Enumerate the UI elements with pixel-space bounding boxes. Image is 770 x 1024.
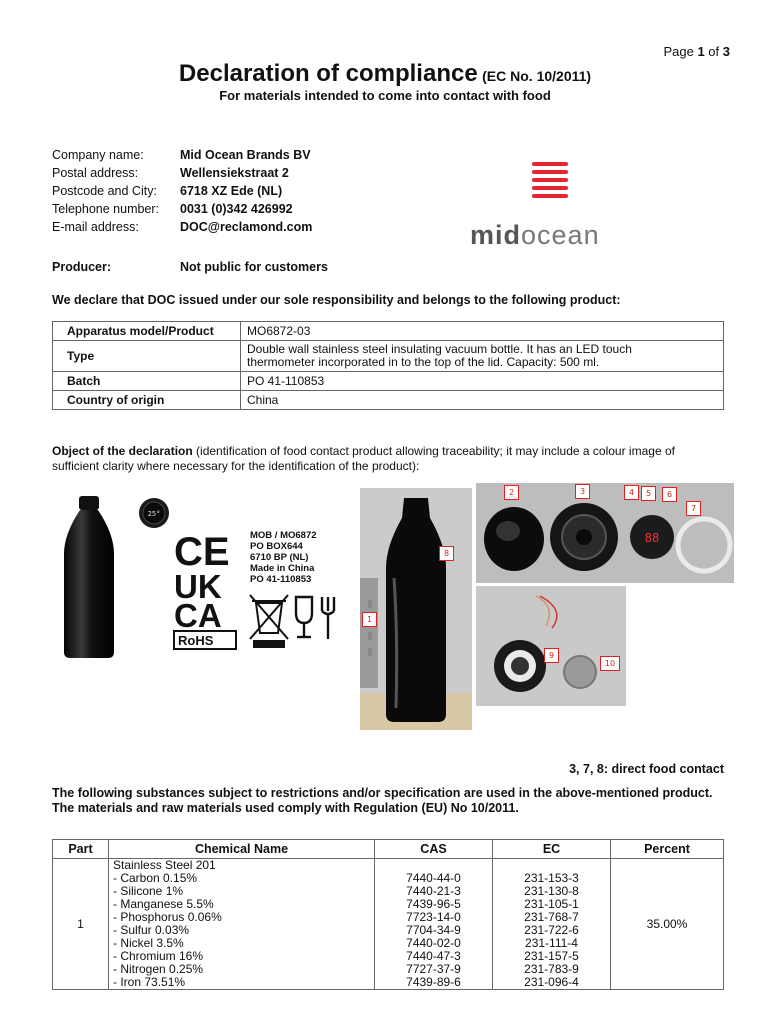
product-value-line: MO6872-03: [247, 324, 311, 338]
page-number: [663, 44, 730, 59]
company-row-address: [52, 164, 312, 182]
company-row-email: [52, 218, 312, 236]
cell-percent: 35.00%: [611, 859, 724, 990]
document-title: [0, 60, 770, 88]
company-value: Wellensiekstraat 2: [180, 166, 289, 180]
cell-part: 1: [53, 859, 109, 990]
logo-word-mid: mid: [470, 220, 522, 250]
header-percent: Percent: [611, 840, 724, 859]
table-row: [53, 372, 724, 391]
component-name: - Manganese 5.5%: [113, 897, 214, 911]
component-name: - Carbon 0.15%: [113, 871, 198, 885]
ec-number: 231-111-4: [525, 936, 578, 950]
ukca-mark-uk: UK: [174, 568, 222, 605]
product-value-line: thermometer incorporated in to the top of the lid. Capacity: 500 ml.: [247, 355, 600, 369]
logo-stripes-icon: [532, 162, 568, 202]
component-name: - Chromium 16%: [113, 949, 204, 963]
product-value: [241, 391, 724, 410]
ukca-mark-ca: CA: [174, 597, 222, 634]
product-value: [241, 372, 724, 391]
page-total: 3: [722, 44, 730, 59]
producer-row: [52, 260, 328, 274]
page-of: of: [708, 44, 720, 59]
page-prefix: Page: [663, 44, 694, 59]
document-subtitle: For materials intended to come into contact with food: [219, 88, 551, 103]
ec-number: 231-105-1: [524, 897, 579, 911]
weee-bin-icon: [250, 595, 288, 647]
marking-line: MOB / MO6872: [250, 530, 317, 541]
cas-number: 7440-47-3: [406, 949, 461, 963]
rohs-mark-icon: RoHS: [178, 633, 214, 648]
ec-number: 231-157-5: [524, 949, 579, 963]
company-value: Mid Ocean Brands BV: [180, 148, 311, 162]
callout-4: 4: [624, 485, 639, 500]
cas-number: 7439-96-5: [406, 897, 461, 911]
cell-cas: [375, 859, 493, 990]
company-label: Postal address:: [52, 166, 139, 180]
component-name: - Sulfur 0.03%: [113, 923, 190, 937]
company-row-phone: [52, 200, 312, 218]
cell-chemical-name: [109, 859, 375, 990]
ec-number: 231-096-4: [524, 975, 579, 989]
certification-marks: [172, 527, 342, 651]
header-cas: CAS: [375, 840, 493, 859]
callout-9: 9: [544, 648, 559, 663]
object-description: (identification of food contact product allowing traceability; it may include a colour image of sufficient clarity where necessary for the identification of the product):: [52, 444, 675, 473]
material-name: Stainless Steel 201: [113, 858, 216, 872]
cell-ec: [493, 859, 611, 990]
object-of-declaration: [52, 444, 720, 474]
declaration-statement: We declare that DOC issued under our sole responsibility and belongs to the following product:: [52, 293, 621, 307]
table-row: [53, 322, 724, 341]
producer-value: Not public for customers: [180, 260, 328, 274]
cas-number: 7439-89-6: [406, 975, 461, 989]
ec-number: 231-768-7: [524, 910, 579, 924]
chemical-table: [52, 839, 724, 990]
page-current: 1: [697, 44, 705, 59]
title-regulation: (EC No. 10/2011): [482, 68, 592, 84]
cas-number: 7440-21-3: [406, 884, 461, 898]
company-row-name: [52, 146, 312, 164]
company-row-postcode: [52, 182, 312, 200]
photo-pcb-battery: [476, 586, 626, 706]
svg-text:88: 88: [644, 531, 660, 545]
food-safe-icon: [296, 597, 334, 639]
header-ec: EC: [493, 840, 611, 859]
marking-line: PO BOX644: [250, 541, 303, 552]
ec-number: 231-722-6: [524, 923, 579, 937]
cas-number: 7440-44-0: [406, 871, 461, 885]
company-value: DOC@reclamond.com: [180, 220, 313, 234]
product-table: [52, 321, 724, 410]
company-label: Postcode and City:: [52, 184, 157, 198]
callout-6: 6: [662, 487, 677, 502]
company-label: Telephone number:: [52, 202, 160, 216]
component-name: - Iron 73.51%: [113, 975, 186, 989]
table-row: [53, 341, 724, 372]
header-chemical-name: Chemical Name: [109, 840, 375, 859]
table-header-row: [53, 840, 724, 859]
product-value-line: China: [247, 393, 279, 407]
callout-2: 2: [504, 485, 519, 500]
callout-7: 7: [686, 501, 701, 516]
callout-1: 1: [362, 612, 377, 627]
direct-contact-note: 3, 7, 8: direct food contact: [569, 762, 724, 776]
substances-statement: The following substances subject to restrictions and/or specification are used in the above-mentioned product. The materials and raw materials used comply with Regulation (EU) No 10/2011.: [52, 786, 713, 815]
company-label: Company name:: [52, 148, 144, 162]
company-value: 0031 (0)342 426992: [180, 202, 293, 216]
product-value-line: Double wall stainless steel insulating vacuum bottle. It has an LED touch: [247, 342, 632, 356]
component-name: - Silicone 1%: [113, 884, 184, 898]
producer-label: Producer:: [52, 260, 112, 274]
cas-number: 7704-34-9: [406, 923, 461, 937]
product-key: Country of origin: [53, 391, 241, 410]
table-row: [53, 391, 724, 410]
title-main: Declaration of compliance: [178, 60, 478, 87]
thermometer-reading: 25°: [147, 510, 161, 518]
bottle-image: [62, 494, 116, 660]
callout-8: 8: [439, 546, 454, 561]
cas-number: 7723-14-0: [406, 910, 461, 924]
logo-wordmark: [470, 220, 600, 251]
component-name: - Nickel 3.5%: [113, 936, 184, 950]
product-value: [241, 341, 724, 372]
callout-10: 10: [600, 656, 620, 671]
cas-number: 7727-37-9: [406, 962, 461, 976]
product-key: Apparatus model/Product: [53, 322, 241, 341]
component-name: - Nitrogen 0.25%: [113, 962, 204, 976]
ec-number: 231-783-9: [524, 962, 579, 976]
marking-line: PO 41-110853: [250, 574, 312, 585]
photo-lid-components: [476, 483, 734, 583]
product-value: [241, 322, 724, 341]
table-row: [53, 859, 724, 990]
thermometer-lid-image: [138, 497, 170, 529]
ce-mark-icon: CE: [174, 530, 230, 574]
header-part: Part: [53, 840, 109, 859]
cas-number: 7440-02-0: [406, 936, 461, 950]
callout-3: 3: [575, 484, 590, 499]
callout-5: 5: [641, 486, 656, 501]
logo-word-ocean: ocean: [521, 220, 600, 250]
marking-line: Made in China: [250, 563, 315, 574]
company-info: [52, 146, 312, 236]
product-value-line: PO 41-110853: [247, 374, 325, 388]
marking-line: 6710 BP (NL): [250, 552, 309, 563]
product-key: Type: [53, 341, 241, 372]
ec-number: 231-130-8: [524, 884, 579, 898]
ec-number: 231-153-3: [524, 871, 579, 885]
component-name: - Phosphorus 0.06%: [113, 910, 222, 924]
company-value: 6718 XZ Ede (NL): [180, 184, 283, 198]
object-heading: Object of the declaration: [52, 444, 193, 458]
product-key: Batch: [53, 372, 241, 391]
midocean-logo: [470, 162, 640, 252]
company-label: E-mail address:: [52, 220, 139, 234]
photo-bottle: [360, 488, 472, 730]
